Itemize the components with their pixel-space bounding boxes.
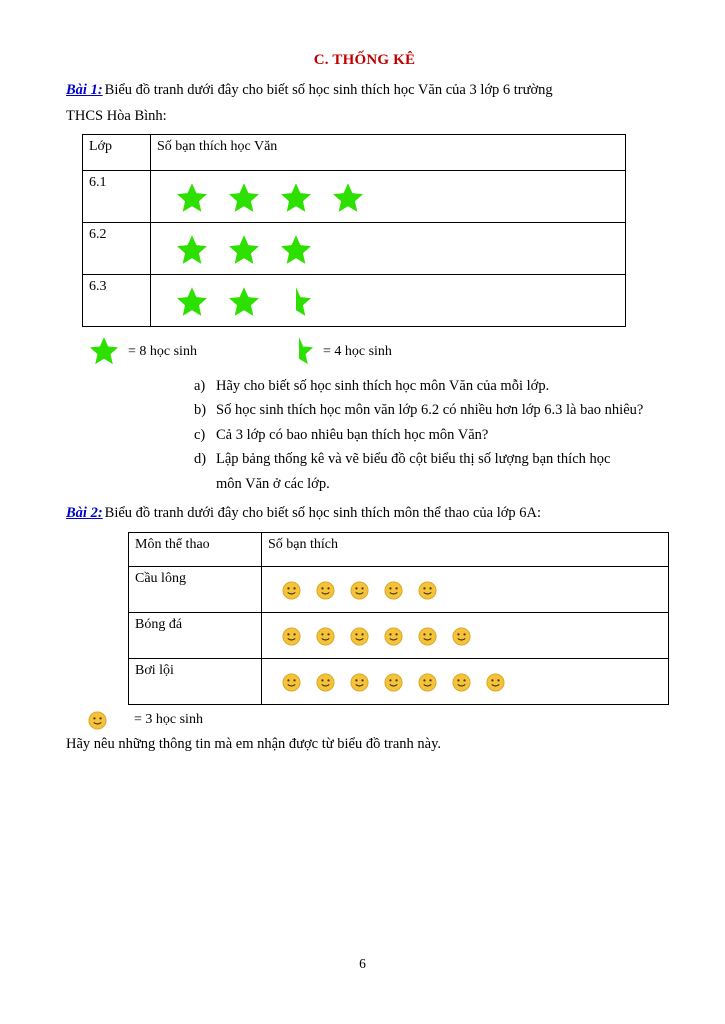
smiley-icon	[350, 673, 369, 692]
table2-sport-badminton: Cầu lông	[129, 566, 262, 612]
exercise2-closing: Hãy nêu những thông tin mà em nhận được từ biểu đồ tranh này.	[66, 735, 442, 752]
exercise1-label: Bài 1:	[66, 82, 103, 98]
smiley-icon	[282, 673, 301, 692]
legend-half-star-text: = 4 học sinh	[322, 343, 392, 359]
list-item	[194, 424, 663, 447]
smiley-icon	[486, 673, 505, 692]
exercise2-prompt-text: Biểu đồ tranh dưới đây cho biết số học sinh thích môn thể thao của lớp 6A:	[104, 505, 542, 522]
exercise1-prompt-line1: Biểu đồ tranh dưới đây cho biết số học sinh thích học Văn của 3 lớp 6 trường	[104, 82, 553, 98]
table1-header-class: Lớp	[83, 134, 151, 170]
exercise2-pictogram-table	[128, 532, 669, 705]
smiley-row-football	[268, 627, 662, 646]
table2-icons-swimming	[262, 658, 669, 704]
star-icon	[88, 335, 122, 369]
star-icon	[331, 181, 365, 215]
star-icon	[175, 233, 209, 267]
question-text-d: Lập bảng thống kê và vẽ biểu đồ cột biểu thị số lượng bạn thích học	[216, 451, 611, 468]
question-text-b: Số học sinh thích học môn văn lớp 6.2 có nhiều hơn lớp 6.3 là bao nhiêu?	[216, 402, 644, 419]
table1-class-6-1: 6.1	[83, 170, 151, 222]
exercise2-legend	[66, 711, 663, 730]
star-icon	[175, 285, 209, 319]
table1-class-6-2: 6.2	[83, 222, 151, 274]
list-item	[194, 448, 663, 471]
smiley-icon	[316, 673, 335, 692]
smiley-row-badminton	[268, 581, 662, 600]
smiley-icon	[316, 581, 335, 600]
table-row	[83, 170, 626, 222]
smiley-icon	[88, 711, 107, 730]
smiley-icon	[384, 627, 403, 646]
table-header-row	[83, 134, 626, 170]
table2-header-sport: Môn thể thao	[129, 532, 262, 566]
smiley-icon	[418, 673, 437, 692]
smiley-icon	[452, 673, 471, 692]
smiley-icon	[384, 673, 403, 692]
table2-header-count: Số bạn thích	[262, 532, 669, 566]
exercise1-prompt-line2: THCS Hòa Bình:	[66, 108, 167, 125]
exercise2-label: Bài 2:	[66, 505, 103, 522]
table-header-row	[129, 532, 669, 566]
legend-full-star-text: = 8 học sinh	[128, 343, 197, 359]
table2-icons-badminton	[262, 566, 669, 612]
list-item	[194, 399, 663, 422]
section-title: C. THỐNG KÊ	[313, 52, 416, 68]
list-item	[194, 375, 663, 398]
table-row	[83, 274, 626, 326]
star-row-6-2	[157, 233, 619, 267]
star-icon	[227, 181, 261, 215]
smiley-icon	[282, 627, 301, 646]
smiley-row-swimming	[268, 673, 662, 692]
legend-smiley-text: = 3 học sinh	[134, 712, 203, 728]
table1-class-6-3: 6.3	[83, 274, 151, 326]
smiley-icon	[350, 581, 369, 600]
half-star-icon	[283, 335, 317, 369]
question-marker-a: a)	[194, 377, 206, 394]
table-row	[129, 566, 669, 612]
smiley-icon	[282, 581, 301, 600]
exercise1-prompt	[66, 79, 663, 101]
table1-header-count: Số bạn thích học Văn	[151, 134, 626, 170]
exercise1-legend	[88, 335, 663, 369]
smiley-icon	[452, 627, 471, 646]
star-icon	[227, 233, 261, 267]
page-number: 6	[359, 956, 366, 971]
star-icon	[227, 285, 261, 319]
table-row	[83, 222, 626, 274]
question-marker-c: c)	[194, 426, 206, 443]
smiley-icon	[316, 627, 335, 646]
question-d-continuation: môn Văn ở các lớp.	[216, 475, 330, 492]
star-icon	[279, 181, 313, 215]
smiley-icon	[418, 627, 437, 646]
table-row	[129, 658, 669, 704]
table2-sport-swimming: Bơi lội	[129, 658, 262, 704]
half-star-icon	[279, 285, 313, 319]
question-marker-b: b)	[194, 402, 207, 419]
star-icon	[279, 233, 313, 267]
star-row-6-3	[157, 285, 619, 319]
table2-icons-football	[262, 612, 669, 658]
table1-icons-6-3	[151, 274, 626, 326]
question-text-a: Hãy cho biết số học sinh thích học môn Văn của mỗi lớp.	[216, 377, 550, 394]
exercise1-question-list	[66, 375, 663, 472]
star-icon	[175, 181, 209, 215]
exercise2-prompt	[66, 502, 663, 524]
question-marker-d: d)	[194, 451, 207, 468]
star-row-6-1	[157, 181, 619, 215]
table2-sport-football: Bóng đá	[129, 612, 262, 658]
question-text-c: Cả 3 lớp có bao nhiêu bạn thích học môn Văn?	[216, 426, 489, 443]
smiley-icon	[350, 627, 369, 646]
legend-smiley-wrap	[66, 711, 128, 730]
table1-icons-6-1	[151, 170, 626, 222]
exercise1-pictogram-table	[82, 134, 626, 327]
table1-icons-6-2	[151, 222, 626, 274]
table-row	[129, 612, 669, 658]
smiley-icon	[418, 581, 437, 600]
smiley-icon	[384, 581, 403, 600]
